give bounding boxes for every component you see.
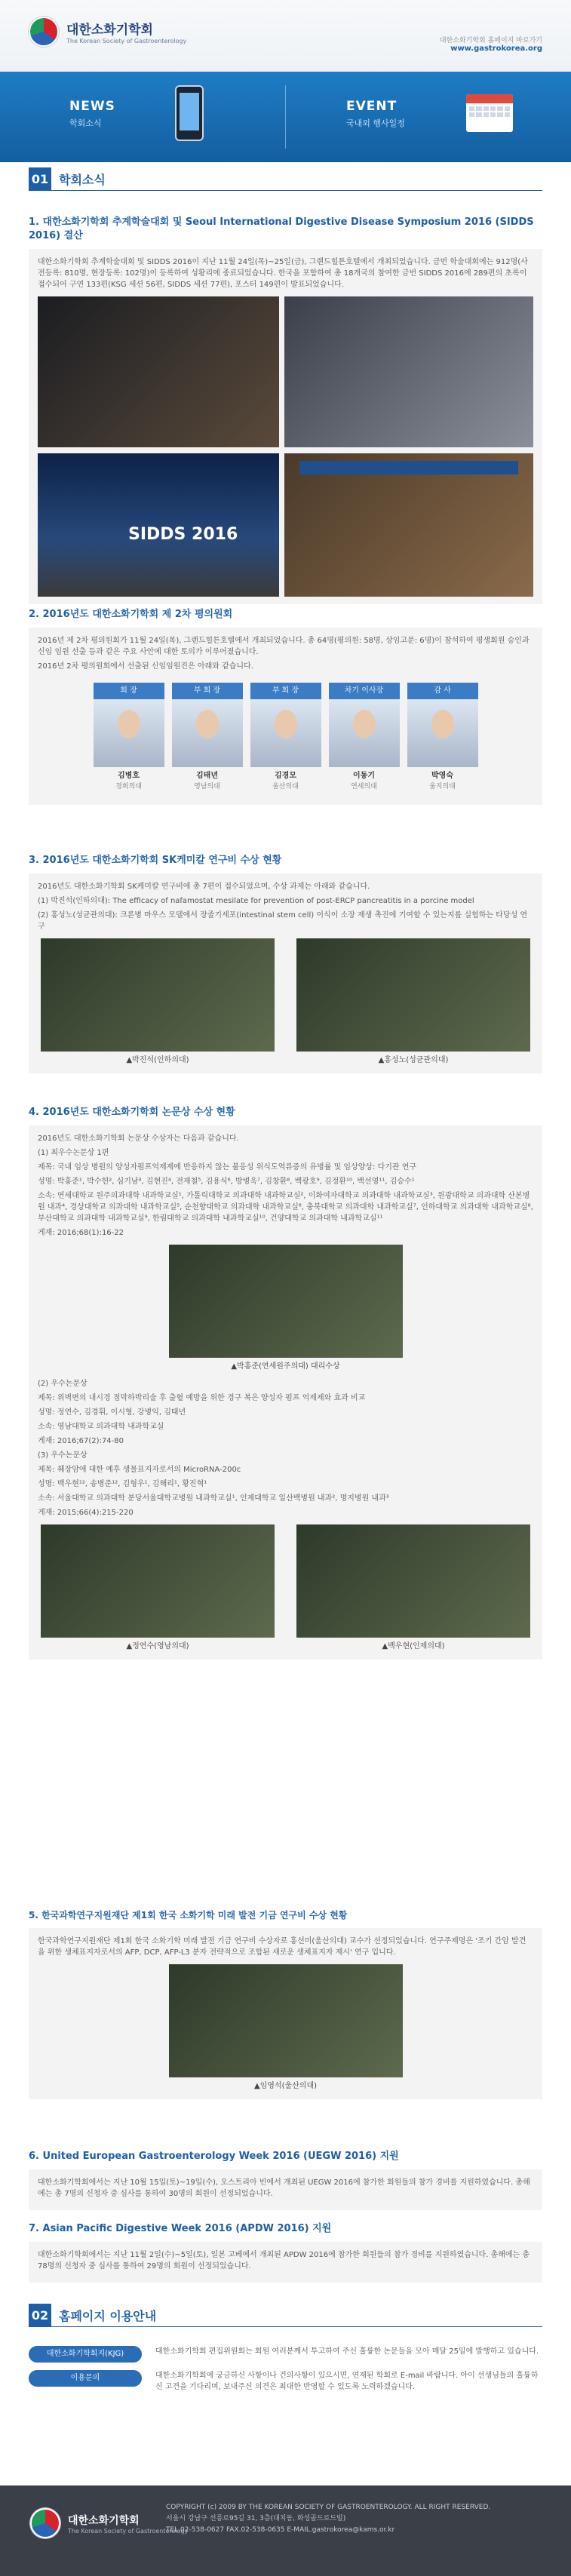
section-title: 학회소식 — [59, 172, 106, 187]
officer-name: 박영숙 — [431, 772, 453, 780]
paper-title: 제목: 췌장암에 대한 예후 생물표지자로서의 MicroRNA-200c — [38, 1466, 241, 1474]
officer-portrait — [250, 699, 321, 767]
speaker-podium-photo — [38, 453, 279, 597]
article-5 — [29, 1908, 542, 2099]
paper-affiliations: 소속: 연세대학교 원주의과대학 내과학교실¹, 가톨릭대학교 의과대학 내과학교실², 이화여자대학교 의과대학 내과학교실³, 원광대학교 의과대학 산본병원 내과⁴, 경상대학교 의과대학 내과학교실⁵, 순천향대학교 의과대학 내과학교실⁶, 충북대학교 의과대학 내과학교실⁷, 인하대학교 의과대학 내과학교실⁸, 부산대학교 의과대학 내과학교실⁹, 한림대학교 의과대학 내과학교실¹⁰, 건양대학교 의과대학 내과학교실¹¹ — [38, 1192, 533, 1223]
footer-info — [166, 2502, 490, 2536]
calendar-icon — [466, 94, 513, 132]
news-subtitle: 학회소식 — [69, 118, 102, 128]
article-3-item-2: (2) 홍성노(성균관의대): 크론병 마우스 모델에서 장줄기세포(intestinal stem cell) 이식이 소장 재생 촉진에 기여할 수 있는지를 실험하는 타당성 연구 — [38, 911, 528, 931]
paper-authors: 성명: 박홍준¹, 박수헌², 심기남³, 김현진⁴, 전재철⁵, 김용식⁶, 방병욱⁷, 김창환⁸, 백광호⁹, 김정환¹⁰, 백선영¹¹, 김승수¹ — [38, 1177, 415, 1186]
officer-card — [329, 683, 400, 793]
section-title: 홈페이지 이용안내 — [59, 2308, 157, 2323]
header — [0, 0, 571, 72]
officer-portrait — [172, 699, 243, 767]
award-heading: (3) 우수논문상 — [38, 1451, 87, 1460]
officer-portrait — [94, 699, 164, 767]
article-2-title[interactable]: 2. 2016년도 대한소화기학회 제 2차 평의원회 — [29, 609, 233, 620]
section-header-homepage-guide — [29, 2304, 542, 2327]
contact-info: TEL.02-538-0627 FAX.02-538-0635 E-MAIL.gastrokorea@kams.or.kr — [166, 2526, 395, 2534]
photo-caption: ▲박진석(인하의대) — [126, 1056, 189, 1064]
photo-caption: ▲임영석(울산의대) — [253, 2082, 318, 2090]
contact-button[interactable]: 이용문의 — [29, 2370, 142, 2387]
paper-citation: 게재: 2015;66(4):215-220 — [38, 1509, 134, 1517]
photo-caption: ▲박홍준(연세원주의대) 대리수상 — [231, 1362, 340, 1371]
award-photo — [296, 1524, 530, 1638]
article-6 — [29, 2150, 542, 2210]
footer — [0, 2485, 571, 2576]
paper-authors: 성명: 정연수, 김경휘, 이시형, 강병익, 김태년 — [38, 1408, 186, 1417]
officer-role: 부 회 장 — [250, 683, 321, 699]
award-heading: (2) 우수논문상 — [38, 1380, 87, 1388]
smartphone-icon — [175, 85, 204, 141]
paper-affiliations: 소속: 영남대학교 의과대학 내과학교실 — [38, 1423, 164, 1431]
officer-role: 감 사 — [407, 683, 478, 699]
article-4-title[interactable]: 4. 2016년도 대한소화기학회 논문상 수상 현황 — [29, 1107, 235, 1118]
guide-row — [29, 2370, 542, 2393]
officer-portrait — [407, 699, 478, 767]
news-title: NEWS — [69, 99, 115, 114]
section-header-news — [29, 167, 542, 191]
logo-korean-name: 대한소화기학회 — [66, 23, 153, 38]
group-photo — [284, 453, 533, 597]
photo-caption: ▲홍성노(성균관의대) — [378, 1056, 449, 1064]
new-officers-list — [38, 683, 533, 793]
article-3-box — [29, 874, 542, 1073]
officer-affiliation: 연세의대 — [351, 783, 377, 791]
address: 서울시 강남구 선릉로95길 31, 3층(대치동, 화성골드로드빌) — [166, 2515, 346, 2522]
copyright: COPYRIGHT (c) 2009 BY THE KOREAN SOCIETY OF GASTROENTEROLOGY. ALL RIGHT RESERVED. — [166, 2504, 491, 2511]
award-photo — [169, 1245, 403, 1358]
homepage-guide-list — [29, 2346, 542, 2400]
guide-row — [29, 2346, 542, 2363]
article-5-box — [29, 1928, 542, 2099]
officer-affiliation: 영남의대 — [194, 783, 220, 791]
officer-name: 김태년 — [196, 772, 218, 780]
award-photo — [296, 938, 530, 1052]
endoscopy-workshop-photo — [284, 296, 533, 447]
event-banner[interactable] — [286, 72, 571, 162]
article-5-title[interactable]: 5. 한국과학연구지원재단 제1회 한국 소화기학 미래 발전 기금 연구비 수상 현황 — [29, 1910, 348, 1920]
conference-audience-photo — [38, 296, 279, 447]
officer-affiliation: 울산의대 — [272, 783, 299, 791]
paper-affiliations: 소속: 서울대학교 의과대학 분당서울대학교병원 내과학교실¹, 인제대학교 일산백병원 내과², 명지병원 내과³ — [38, 1494, 389, 1503]
article-6-box — [29, 2169, 542, 2210]
article-1-body: 대한소화기학회 추계학술대회 및 SIDDS 2016이 지난 11월 24일(목)~25일(금), 그랜드힐튼호텔에서 개최되었습니다. 금번 학술대회에는 912명(사전등록: 810명, 현장등록: 102명)이 등록하여 성황리에 종료되었습니다. 한국을 포함하여 총 18개국의 참여한 금번 SIDDS 2016에 289편의 초록이 접수되어 구연 133편(KSG 세션 56편, SIDDS 세션 77편), 포스터 149편이 발표되었습니다. — [38, 258, 528, 289]
award-photo — [41, 1524, 275, 1638]
footer-logo[interactable] — [30, 2508, 188, 2538]
event-subtitle: 국내외 행사일정 — [346, 118, 405, 128]
award-photo — [41, 938, 275, 1052]
homepage-link-label: 대한소화기학회 홈페이지 바로가기 — [439, 37, 542, 45]
kjg-button[interactable]: 대한소화기학회지(KJG) — [29, 2346, 142, 2363]
event-title: EVENT — [346, 99, 398, 114]
article-3-title[interactable]: 3. 2016년도 대한소화기학회 SK케미칼 연구비 수상 현황 — [29, 855, 282, 866]
article-7 — [29, 2222, 542, 2283]
paper-title: 제목: 위벽변의 내시경 점막하박리술 후 출혈 예방을 위한 경구 복은 양성자 펌프 억제제와 효과 비교 — [38, 1394, 366, 1402]
officer-card — [407, 683, 478, 793]
officer-card — [172, 683, 243, 793]
award-heading: (1) 최우수논문상 1편 — [38, 1149, 109, 1157]
officer-card — [250, 683, 321, 793]
section-number: 02 — [29, 2304, 51, 2326]
paper-citation: 게재: 2016;68(1):16-22 — [38, 1229, 124, 1237]
officer-affiliation: 경희의대 — [115, 783, 142, 791]
photo-caption: ▲백우현(인제의대) — [382, 1642, 445, 1650]
article-2-body-2: 2016년 2차 평의원회에서 선출된 신임임원진은 아래와 같습니다. — [38, 662, 253, 671]
article-5-body: 한국과학연구지원재단 제1회 한국 소화기학 미래 발전 기금 연구비 수상자로 홍선미(울산의대) 교수가 선정되었습니다. 연구주제명은 '조기 간암 발견을 위한 생체표지자로서의 AFP, DCP, AFP-L3 분자 전략적으로 조합된 새로운 생체표지자 제시' 연구 입니다. — [38, 1937, 526, 1957]
menu-banner — [0, 72, 571, 162]
guide-text: 대한소화기학회에 궁금하신 사항이나 건의사항이 있으시면, 연재된 학회로 E-mail 바랍니다. 아이 선생님들의 훌륭하신 고견을 기다리며, 보내주신 의견은 최대한 반영할 수 있도록 노력하겠습니다. — [155, 2372, 539, 2391]
society-logo[interactable] — [29, 17, 186, 47]
award-photo — [169, 1964, 403, 2077]
paper-title: 제목: 국내 임상 병원의 양성자펌프억제제에 반응하지 않는 불응성 위식도역류증의 유병률 및 임상양상: 다기관 연구 — [38, 1163, 417, 1171]
section-number: 01 — [29, 167, 51, 190]
news-banner[interactable] — [0, 72, 285, 162]
officer-card — [94, 683, 164, 793]
article-6-title[interactable]: 6. United European Gastroenterology Week 2016 (UEGW 2016) 지원 — [29, 2151, 399, 2162]
article-3-item-1: (1) 박진석(인하의대): The efficacy of nafamostat mesilate for prevention of post-ERCP pancreatitis in a porcine model — [38, 897, 474, 905]
article-2-box — [29, 628, 542, 805]
article-2 — [29, 608, 542, 805]
article-1 — [29, 216, 542, 604]
article-7-body: 대한소화기학회에서는 지난 11월 2일(수)~5일(토), 일본 고베에서 개최된 APDW 2016에 참가한 회원들의 참가 경비를 지원하였습니다. 총해에는 총 78명의 신청자 중 심사를 통하여 29명의 회원이 선정되었습니다. — [38, 2251, 530, 2271]
society-emblem-icon — [29, 17, 59, 47]
society-emblem-icon — [30, 2508, 60, 2538]
article-1-box — [29, 249, 542, 604]
article-4-intro: 2016년도 대한소화기학회 논문상 수상자는 다음과 같습니다. — [38, 1134, 239, 1143]
article-1-title[interactable]: 1. 대한소화기학회 추계학술대회 및 Seoul International Digestive Disease Symposium 2016 (SIDDS 2016) 결산 — [29, 216, 534, 241]
article-2-body: 2016년 제 2차 평의원회가 11월 24일(목), 그랜드힐튼호텔에서 개최되었습니다. 총 64명(평의원: 58명, 상임고문: 6명)이 참석하여 평생회원 승인과 신임 임원 선출 등과 같은 주요 사안에 대한 토의가 이루어졌습니다. — [38, 637, 530, 656]
guide-text: 대한소화기학회 편집위원회는 회원 여러분께서 투고하여 주신 훌륭한 논문들을 모아 매달 25일에 발행하고 있습니다. — [155, 2347, 539, 2356]
article-7-title[interactable]: 7. Asian Pacific Digestive Week 2016 (APDW 2016) 지원 — [29, 2223, 332, 2234]
article-4 — [29, 1106, 542, 1660]
photo-caption: ▲정연수(영남의대) — [126, 1642, 189, 1650]
logo-english-name: The Korean Society of Gastroenterology — [66, 38, 187, 45]
footer-logo-korean: 대한소화기학회 — [68, 2514, 140, 2527]
paper-authors: 성명: 백우현¹², 송병준¹², 김형우¹, 김해리¹, 황진혁¹ — [38, 1480, 207, 1488]
article-3-body: 2016년도 대한소화기학회 SK케미칼 연구비에 총 7편이 접수되었으며, 수상 과제는 아래와 같습니다. — [38, 883, 370, 891]
homepage-link[interactable]: www.gastrokorea.org — [450, 45, 542, 53]
paper-citation: 게재: 2016;67(2):74-80 — [38, 1437, 124, 1445]
officer-affiliation: 울지의대 — [429, 783, 456, 791]
article-3 — [29, 854, 542, 1073]
article-6-body: 대한소화기학회에서는 지난 10월 15일(토)~19일(수), 오스트리아 빈에서 개최된 UEGW 2016에 참가한 회원들의 참가 경비를 지원하였습니다. 총해에는 총 7명의 신청자 중 심사를 통하여 30명의 회원이 선정되었습니다. — [38, 2178, 530, 2198]
article-7-box — [29, 2242, 542, 2283]
officer-role: 차기 이사장 — [329, 683, 400, 699]
officer-role: 회 장 — [94, 683, 164, 699]
officer-name: 김경모 — [275, 772, 296, 780]
officer-name: 김병호 — [118, 772, 140, 780]
officer-portrait — [329, 699, 400, 767]
sidds-banner-text: SIDDS 2016 — [128, 525, 238, 544]
officer-name: 이동기 — [353, 772, 375, 780]
article-4-box — [29, 1125, 542, 1660]
footer-logo-english: The Korean Society of Gastroenterology — [68, 2527, 189, 2535]
officer-role: 부 회 장 — [172, 683, 243, 699]
